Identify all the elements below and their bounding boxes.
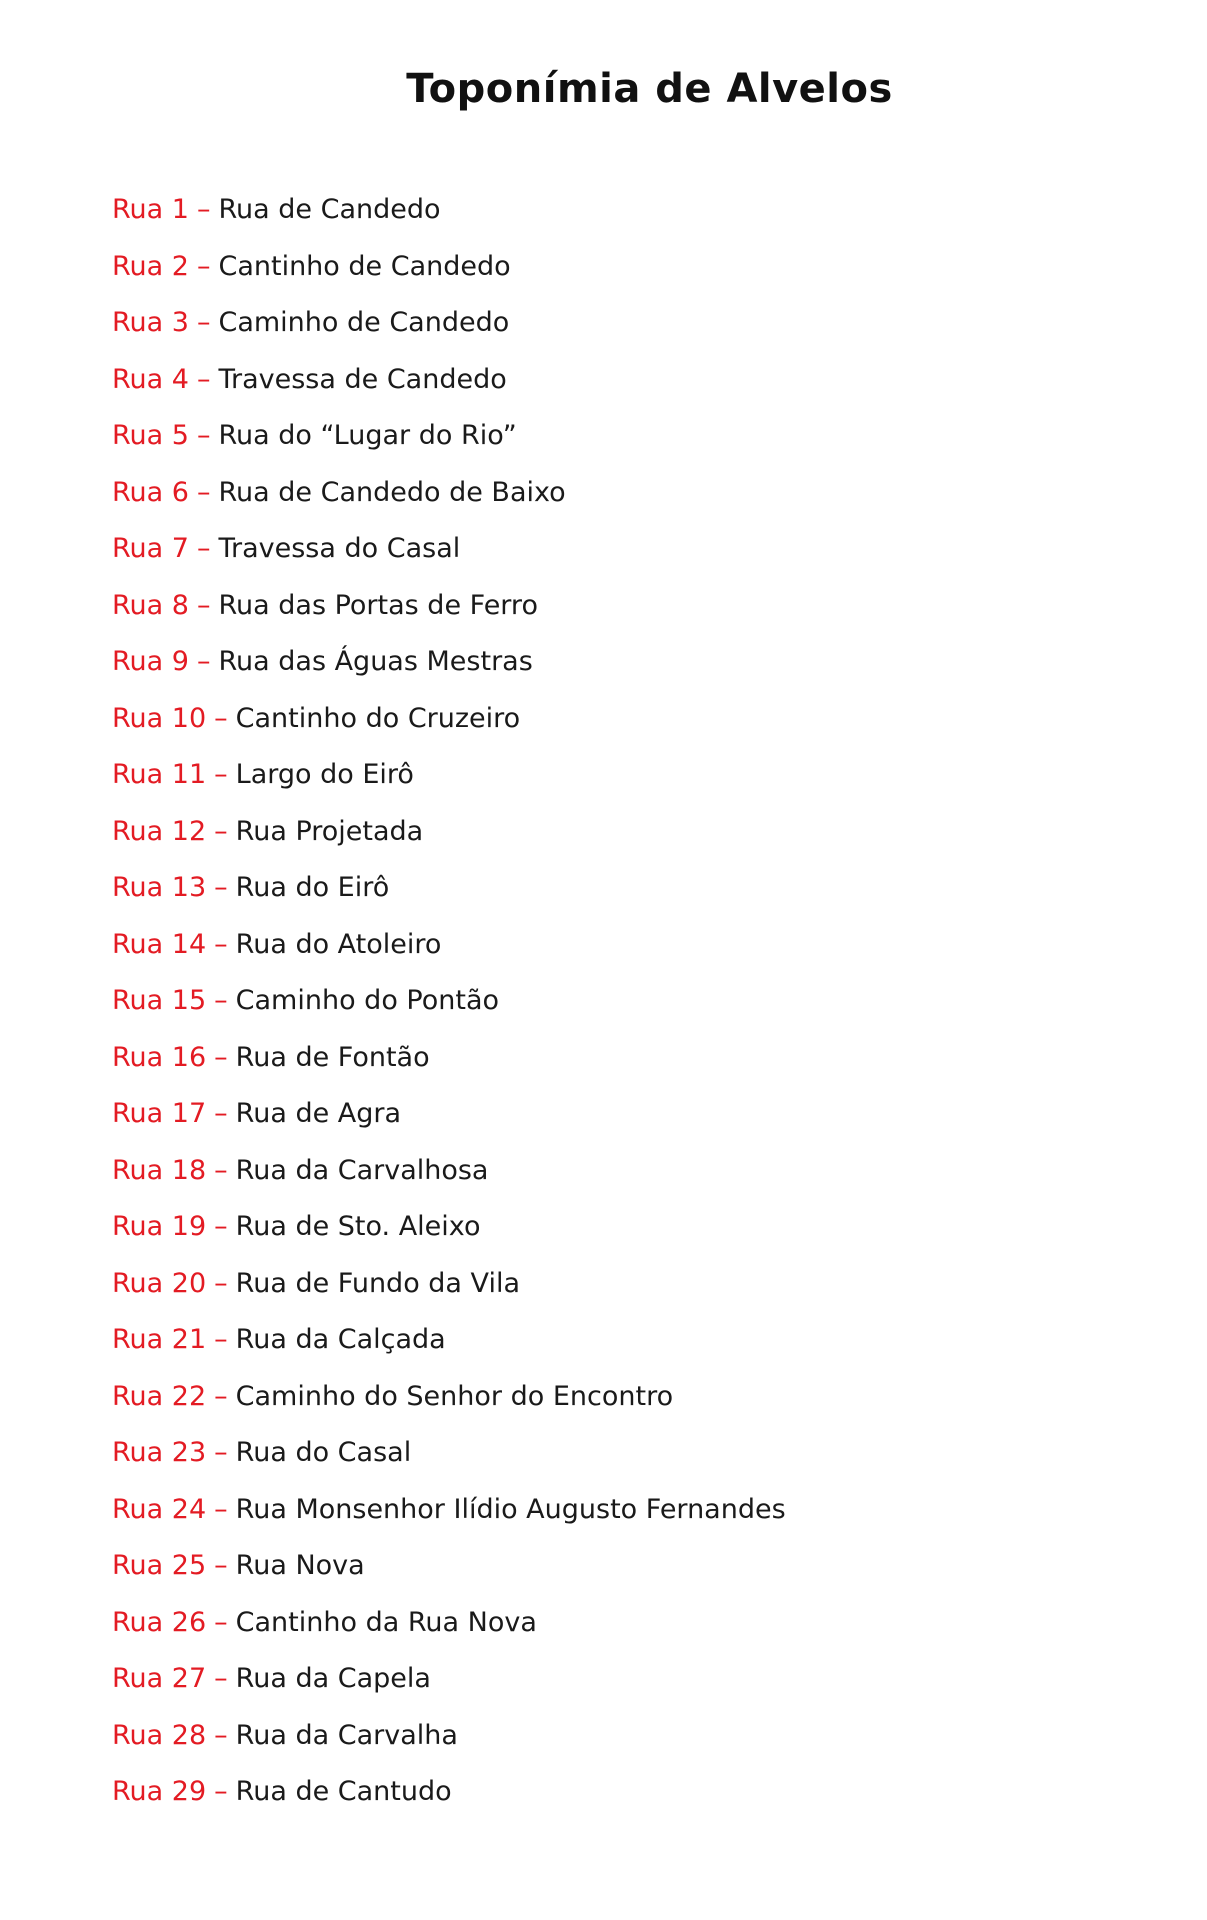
street-list-item bbox=[112, 923, 786, 980]
separator-dash: – bbox=[214, 1041, 228, 1073]
street-name: Rua de Sto. Aleixo bbox=[235, 1211, 481, 1242]
street-number-label: Rua 10 bbox=[112, 702, 207, 734]
street-list-item bbox=[112, 1601, 786, 1658]
street-list-item bbox=[112, 979, 786, 1036]
separator-dash: – bbox=[214, 1550, 228, 1581]
street-number-label: Rua 4 bbox=[112, 363, 189, 395]
separator-dash: – bbox=[214, 1719, 228, 1751]
street-name: Travessa do Casal bbox=[218, 533, 461, 564]
street-name: Rua do Atoleiro bbox=[235, 928, 442, 960]
separator-dash: – bbox=[196, 533, 211, 564]
separator-dash: – bbox=[214, 702, 228, 734]
street-name: Rua do Casal bbox=[235, 1437, 412, 1468]
separator-dash: – bbox=[214, 1154, 228, 1186]
separator-dash: – bbox=[214, 1493, 228, 1525]
separator-dash: – bbox=[214, 1437, 228, 1468]
street-number-label: Rua 20 bbox=[112, 1267, 207, 1299]
separator-dash: – bbox=[214, 872, 228, 903]
street-number-label: Rua 9 bbox=[112, 646, 189, 677]
street-name: Caminho do Pontão bbox=[235, 985, 500, 1016]
separator-dash: – bbox=[214, 759, 228, 790]
street-list-item bbox=[112, 1544, 786, 1601]
separator-dash: – bbox=[196, 420, 211, 451]
separator-dash: – bbox=[196, 307, 211, 338]
street-list-item bbox=[112, 1431, 786, 1488]
street-name: Rua das Águas Mestras bbox=[218, 646, 533, 677]
street-list-item bbox=[112, 1262, 786, 1319]
page-title: Toponímia de Alvelos bbox=[406, 66, 893, 112]
street-number-label: Rua 26 bbox=[112, 1606, 207, 1638]
street-list-item bbox=[112, 188, 786, 245]
street-number-label: Rua 21 bbox=[112, 1324, 207, 1355]
separator-dash: – bbox=[214, 1663, 228, 1694]
street-list-item bbox=[112, 414, 786, 471]
separator-dash: – bbox=[214, 985, 228, 1016]
street-number-label: Rua 13 bbox=[112, 872, 207, 903]
separator-dash: – bbox=[214, 815, 228, 847]
separator-dash: – bbox=[214, 1098, 228, 1129]
street-number-label: Rua 14 bbox=[112, 928, 207, 960]
street-list bbox=[112, 188, 786, 1827]
street-list-item bbox=[112, 640, 786, 697]
street-name: Rua da Carvalha bbox=[235, 1719, 458, 1751]
street-number-label: Rua 11 bbox=[112, 759, 207, 790]
street-name: Rua da Carvalhosa bbox=[235, 1154, 489, 1186]
street-list-item bbox=[112, 753, 786, 810]
street-list-item bbox=[112, 810, 786, 867]
separator-dash: – bbox=[214, 1776, 228, 1807]
street-number-label: Rua 28 bbox=[112, 1719, 207, 1751]
street-name: Cantinho de Candedo bbox=[218, 250, 511, 282]
street-number-label: Rua 23 bbox=[112, 1437, 207, 1468]
street-number-label: Rua 22 bbox=[112, 1380, 207, 1412]
street-number-label: Rua 7 bbox=[112, 533, 189, 564]
street-number-label: Rua 5 bbox=[112, 420, 189, 451]
separator-dash: – bbox=[196, 363, 211, 395]
separator-dash: – bbox=[196, 476, 211, 508]
separator-dash: – bbox=[214, 928, 228, 960]
street-number-label: Rua 24 bbox=[112, 1493, 207, 1525]
street-name: Rua de Agra bbox=[235, 1098, 402, 1129]
street-name: Rua Monsenhor Ilídio Augusto Fernandes bbox=[235, 1493, 786, 1525]
street-number-label: Rua 27 bbox=[112, 1663, 207, 1694]
street-name: Rua de Fundo da Vila bbox=[235, 1267, 520, 1299]
street-list-item bbox=[112, 866, 786, 923]
street-list-item bbox=[112, 301, 786, 358]
separator-dash: – bbox=[196, 646, 211, 677]
street-number-label: Rua 17 bbox=[112, 1098, 207, 1129]
separator-dash: – bbox=[196, 589, 211, 621]
street-name: Rua do Eirô bbox=[235, 872, 390, 903]
street-number-label: Rua 19 bbox=[112, 1211, 207, 1242]
street-list-item bbox=[112, 1092, 786, 1149]
street-list-item bbox=[112, 584, 786, 641]
street-number-label: Rua 16 bbox=[112, 1041, 207, 1073]
street-list-item bbox=[112, 1488, 786, 1545]
street-name: Rua Nova bbox=[235, 1550, 365, 1581]
street-number-label: Rua 18 bbox=[112, 1154, 207, 1186]
street-list-item bbox=[112, 1375, 786, 1432]
street-list-item bbox=[112, 1770, 786, 1827]
street-list-item bbox=[112, 1318, 786, 1375]
street-name: Travessa de Candedo bbox=[218, 363, 507, 395]
separator-dash: – bbox=[214, 1211, 228, 1242]
street-list-item bbox=[112, 697, 786, 754]
street-number-label: Rua 1 bbox=[112, 194, 189, 225]
street-name: Rua da Calçada bbox=[235, 1324, 446, 1355]
street-number-label: Rua 8 bbox=[112, 589, 189, 621]
street-name: Caminho de Candedo bbox=[218, 307, 510, 338]
street-name: Cantinho da Rua Nova bbox=[235, 1606, 537, 1638]
street-number-label: Rua 15 bbox=[112, 985, 207, 1016]
street-name: Rua de Fontão bbox=[235, 1041, 430, 1073]
street-list-item bbox=[112, 1205, 786, 1262]
separator-dash: – bbox=[214, 1380, 228, 1412]
street-list-item bbox=[112, 1036, 786, 1093]
street-name: Rua do “Lugar do Rio” bbox=[218, 420, 517, 451]
separator-dash: – bbox=[214, 1267, 228, 1299]
street-name: Rua das Portas de Ferro bbox=[218, 589, 538, 621]
separator-dash: – bbox=[214, 1606, 228, 1638]
separator-dash: – bbox=[214, 1324, 228, 1355]
street-name: Rua de Candedo bbox=[218, 194, 441, 225]
street-name: Rua de Cantudo bbox=[235, 1776, 452, 1807]
street-name: Rua Projetada bbox=[235, 815, 424, 847]
street-number-label: Rua 6 bbox=[112, 476, 189, 508]
street-name: Cantinho do Cruzeiro bbox=[235, 702, 521, 734]
street-name: Largo do Eirô bbox=[235, 759, 414, 790]
street-list-item bbox=[112, 471, 786, 528]
separator-dash: – bbox=[196, 250, 211, 282]
street-list-item bbox=[112, 527, 786, 584]
street-list-item bbox=[112, 1149, 786, 1206]
street-name: Rua da Capela bbox=[235, 1663, 431, 1694]
street-list-item bbox=[112, 1714, 786, 1771]
street-number-label: Rua 12 bbox=[112, 815, 207, 847]
street-list-item bbox=[112, 358, 786, 415]
street-name: Rua de Candedo de Baixo bbox=[218, 476, 566, 508]
street-number-label: Rua 2 bbox=[112, 250, 189, 282]
street-number-label: Rua 3 bbox=[112, 307, 189, 338]
street-list-item bbox=[112, 1657, 786, 1714]
street-list-item bbox=[112, 245, 786, 302]
street-number-label: Rua 25 bbox=[112, 1550, 207, 1581]
street-name: Caminho do Senhor do Encontro bbox=[235, 1380, 674, 1412]
street-number-label: Rua 29 bbox=[112, 1776, 207, 1807]
separator-dash: – bbox=[196, 194, 211, 225]
